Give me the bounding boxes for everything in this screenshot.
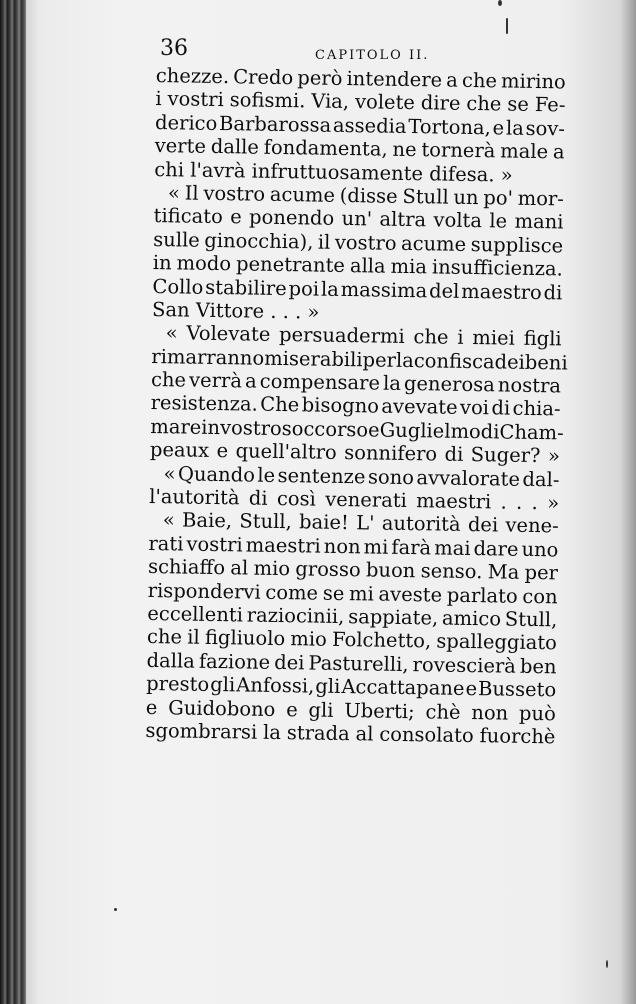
text-line: sulle ginocchia), il vostro acume supplisce: [153, 227, 564, 258]
text-line: « Baie, Stull, baie! L' autorità dei vene-: [162, 508, 559, 538]
text-line: peaux e quell'altro sonnifero di Suger? »: [149, 438, 561, 468]
text-line: in modo penetrante alla mia insufficienza.: [152, 251, 563, 281]
text-line: derico Barbarossa assedia Tortona, e la sov-: [154, 110, 566, 141]
text-line: sgombrarsi la strada al consolato fuorchè: [145, 718, 556, 749]
text-line: presto gli Anfossi, gli Accattapane e Busseto: [146, 672, 557, 702]
text-line: schiaffo al mio grosso buon senso. Ma per: [147, 555, 559, 585]
text-line: « Quando le sentenze sono avvalorate dal-: [163, 461, 560, 492]
text-line: mare in vostro soccorso e Guglielmo di Cham-: [150, 414, 564, 445]
page-header: [160, 36, 580, 66]
text-line: verte dalle fondamenta, ne tornerà male a: [154, 134, 565, 164]
text-line: eccellenti raziocinii, sappiate, amico Stull,: [147, 601, 558, 632]
text-line: « Volevate persuadermi che i miei figli: [165, 321, 562, 351]
paper-speck: [506, 18, 508, 34]
text-line: chezze. Credo però intendere a che mirino: [155, 64, 566, 94]
text-line: rimarranno miserabili per la confisca dei beni: [151, 344, 568, 375]
book-page: [26, 0, 636, 1004]
text-line: chi l'avrà infruttuosamente difesa. »: [154, 157, 513, 187]
text-line: rispondervi come se mi aveste parlato con: [147, 578, 558, 608]
paper-speck: [498, 0, 502, 6]
book-gutter-shadow: [0, 0, 26, 1004]
body-text: [145, 64, 566, 749]
text-line: i vostri sofismi. Via, volete dire che se Fe-: [155, 87, 566, 117]
text-line: rati vostri maestri non mi farà mai dare uno: [148, 531, 559, 562]
text-line: e Guidobono e gli Uberti; chè non può: [145, 695, 557, 725]
text-line: resistenza. Che bisogno avevate voi di chia-: [150, 391, 561, 421]
text-line: « Il vostro acume (disse Stull un po' mor-: [167, 181, 565, 211]
text-line: Collo stabilire poi la massima del maestro di: [152, 274, 563, 304]
paper-speck: [606, 960, 608, 968]
text-line: dalla fazione dei Pasturelli, rovescierà ben: [146, 648, 557, 679]
text-line: San Vittore . . . »: [151, 297, 320, 324]
paper-speck: [114, 908, 117, 911]
page-number: 36: [160, 36, 188, 61]
text-line: l'autorità di così venerati maestri . . . »: [149, 484, 560, 515]
text-line: tificato e ponendo un' altra volta le mani: [153, 204, 564, 234]
text-line: che verrà a compensare la generosa nostra: [150, 368, 562, 398]
running-head: CAPITOLO II.: [315, 48, 430, 63]
text-line: che il figliuolo mio Folchetto, spalleggiato: [146, 625, 558, 655]
